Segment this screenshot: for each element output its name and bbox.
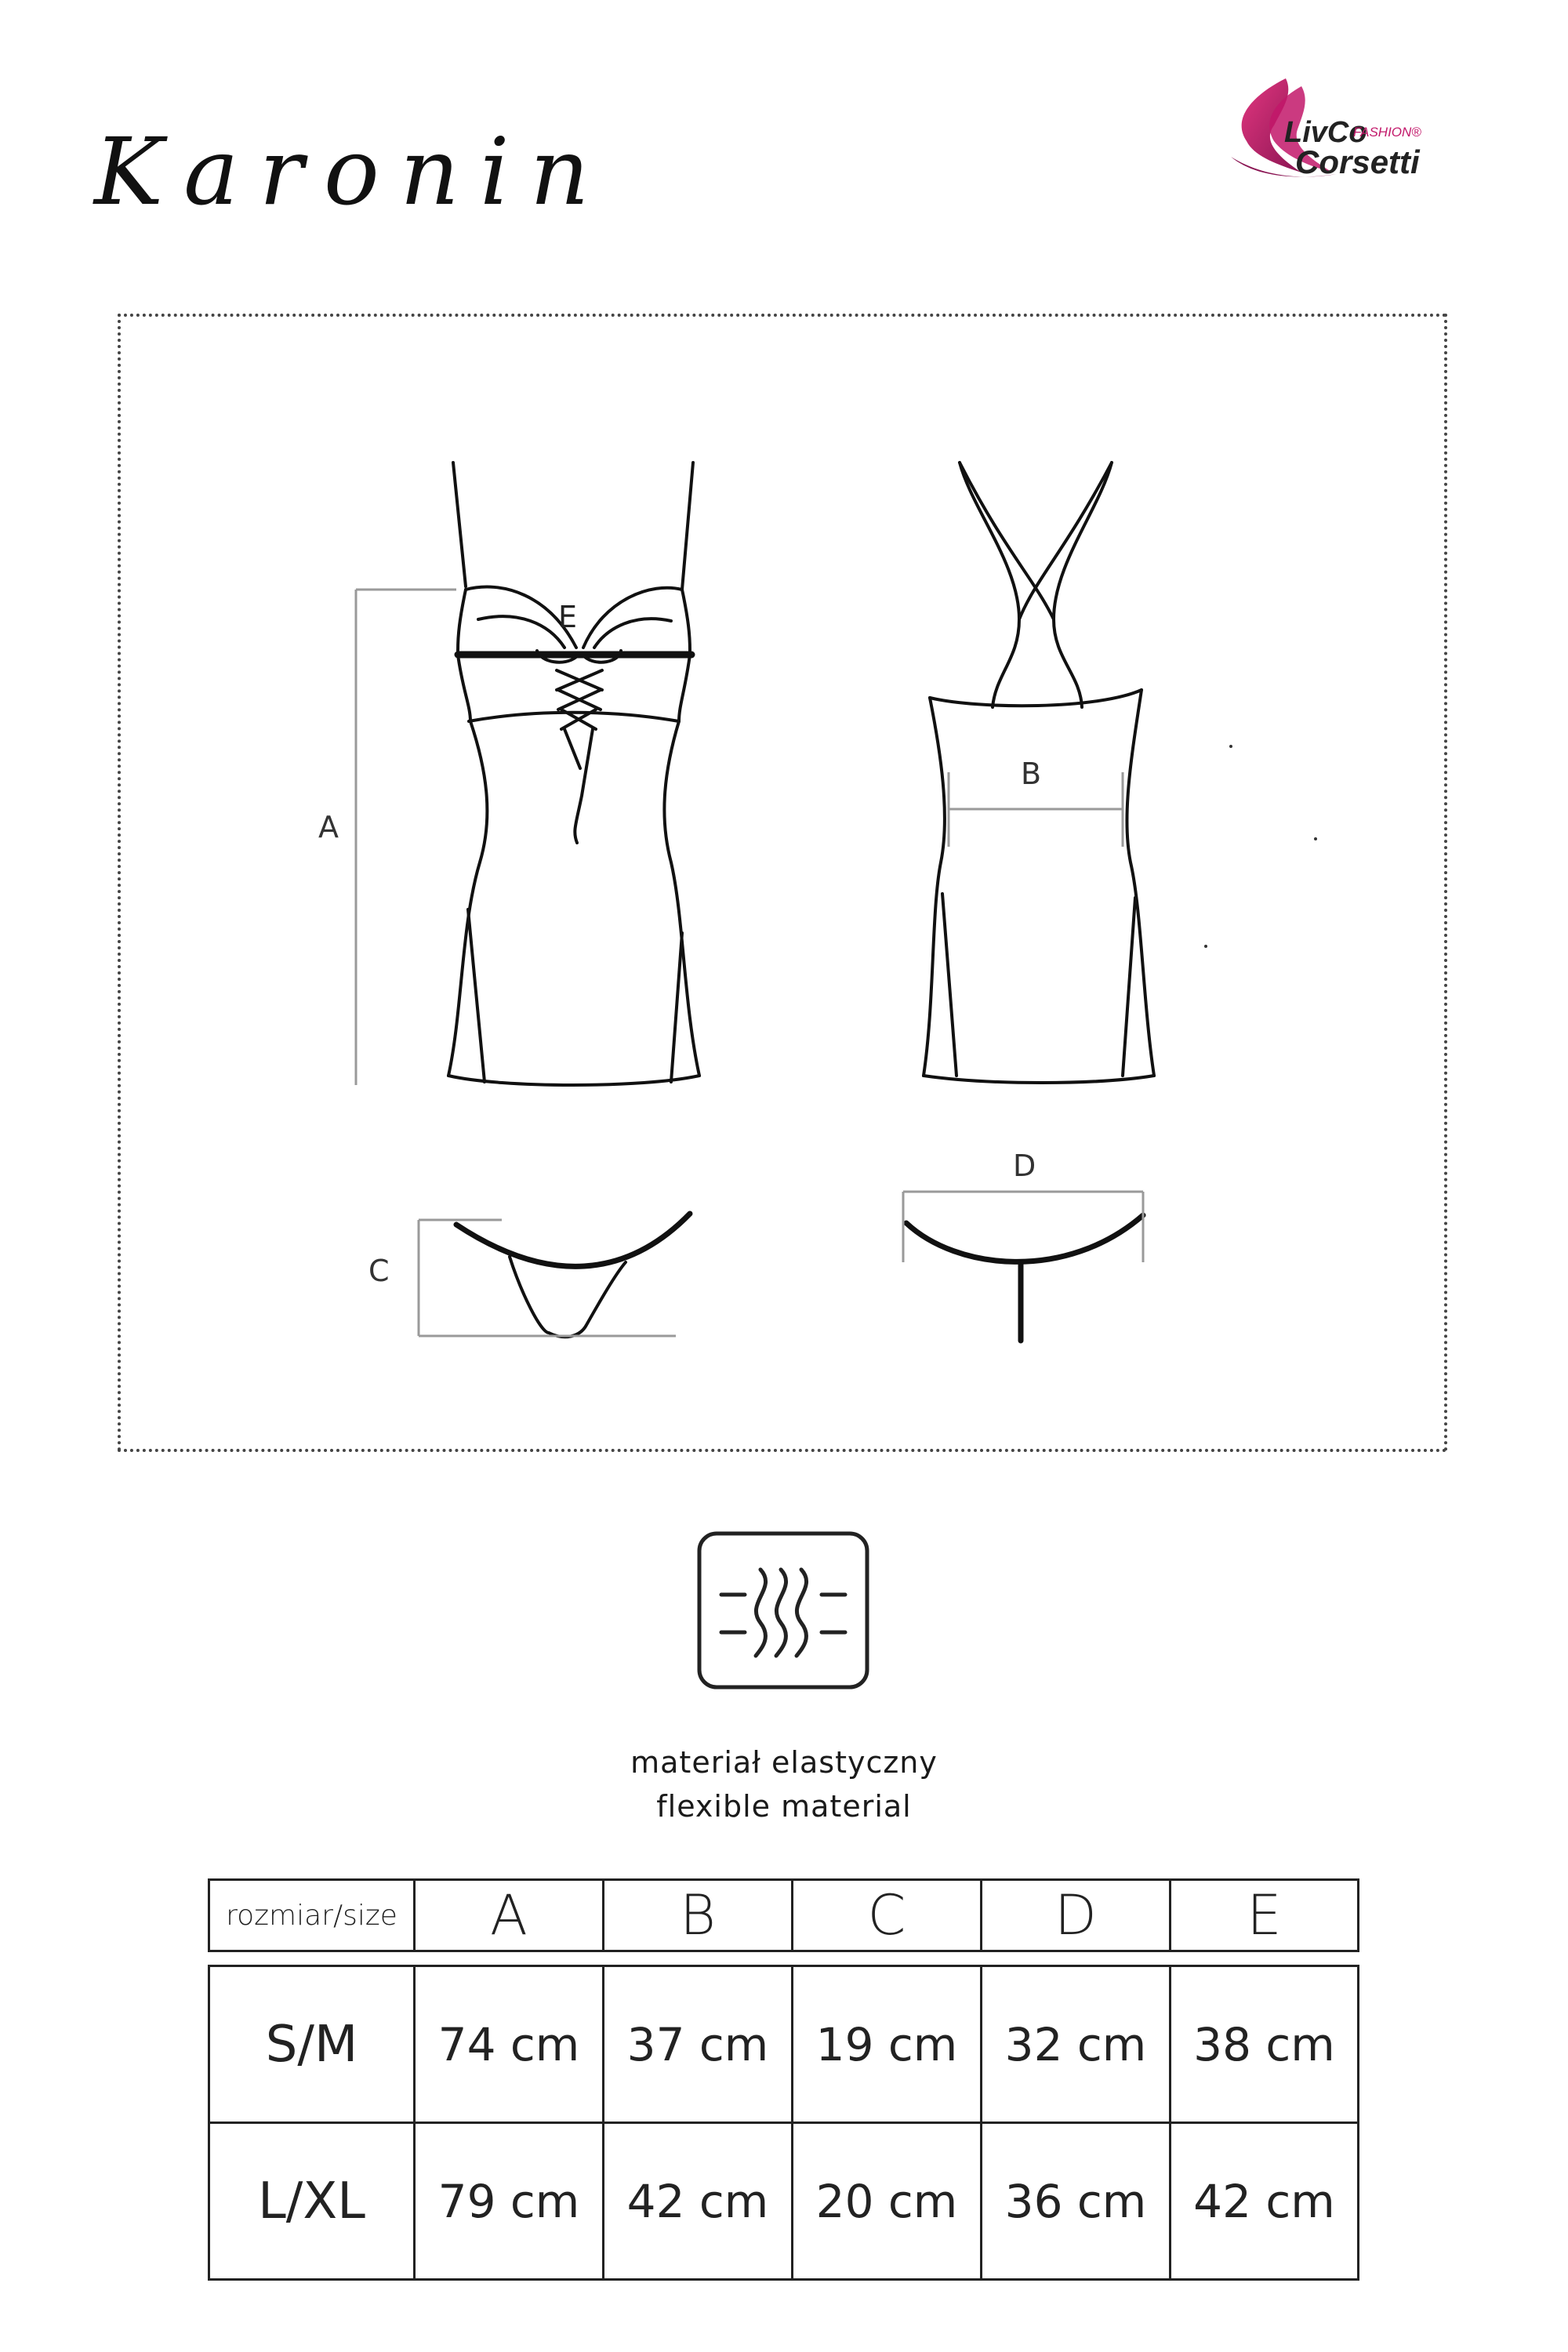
size-table-body (208, 1965, 1359, 2281)
header-cell-a: A (415, 1880, 604, 1951)
size-table-header (208, 1878, 1359, 1952)
value-cell: 42 cm (604, 2123, 793, 2280)
thong-front-drawing (456, 1214, 690, 1337)
thong-back-drawing (906, 1215, 1143, 1341)
flexible-material-icon (696, 1530, 870, 1690)
chemise-front-drawing (448, 463, 699, 1085)
dimension-label-a: A (318, 810, 339, 844)
brand-name-line1: LivCo (1284, 116, 1367, 149)
size-cell: L/XL (209, 2123, 415, 2280)
brand-name-line2: Corsetti (1295, 143, 1420, 180)
dimension-label-e: E (558, 600, 578, 634)
header-cell-b: B (604, 1880, 793, 1951)
dimension-label-c: C (368, 1254, 390, 1288)
brand-fashion-mark: FASHION® (1353, 125, 1421, 140)
value-cell: 37 cm (604, 1966, 793, 2123)
value-cell: 20 cm (793, 2123, 982, 2280)
dimension-label-d: D (1013, 1149, 1036, 1183)
value-cell: 36 cm (982, 2123, 1171, 2280)
header-cell-c: C (793, 1880, 982, 1951)
product-title: Karonin (94, 118, 610, 226)
value-cell: 79 cm (415, 2123, 604, 2280)
table-row (209, 1966, 1359, 2123)
value-cell: 74 cm (415, 1966, 604, 2123)
table-row (209, 2123, 1359, 2280)
material-label-pl: materiał elastyczny (630, 1745, 938, 1780)
header-cell-d: D (982, 1880, 1171, 1951)
header-cell-e: E (1171, 1880, 1359, 1951)
value-cell: 42 cm (1171, 2123, 1359, 2280)
value-cell: 19 cm (793, 1966, 982, 2123)
size-cell: S/M (209, 1966, 415, 2123)
header-cell-size: rozmiar/size (209, 1880, 415, 1951)
value-cell: 38 cm (1171, 1966, 1359, 2123)
material-label-en: flexible material (656, 1789, 912, 1824)
value-cell: 32 cm (982, 1966, 1171, 2123)
dimension-label-b: B (1021, 757, 1042, 791)
table-header-row (209, 1880, 1359, 1951)
